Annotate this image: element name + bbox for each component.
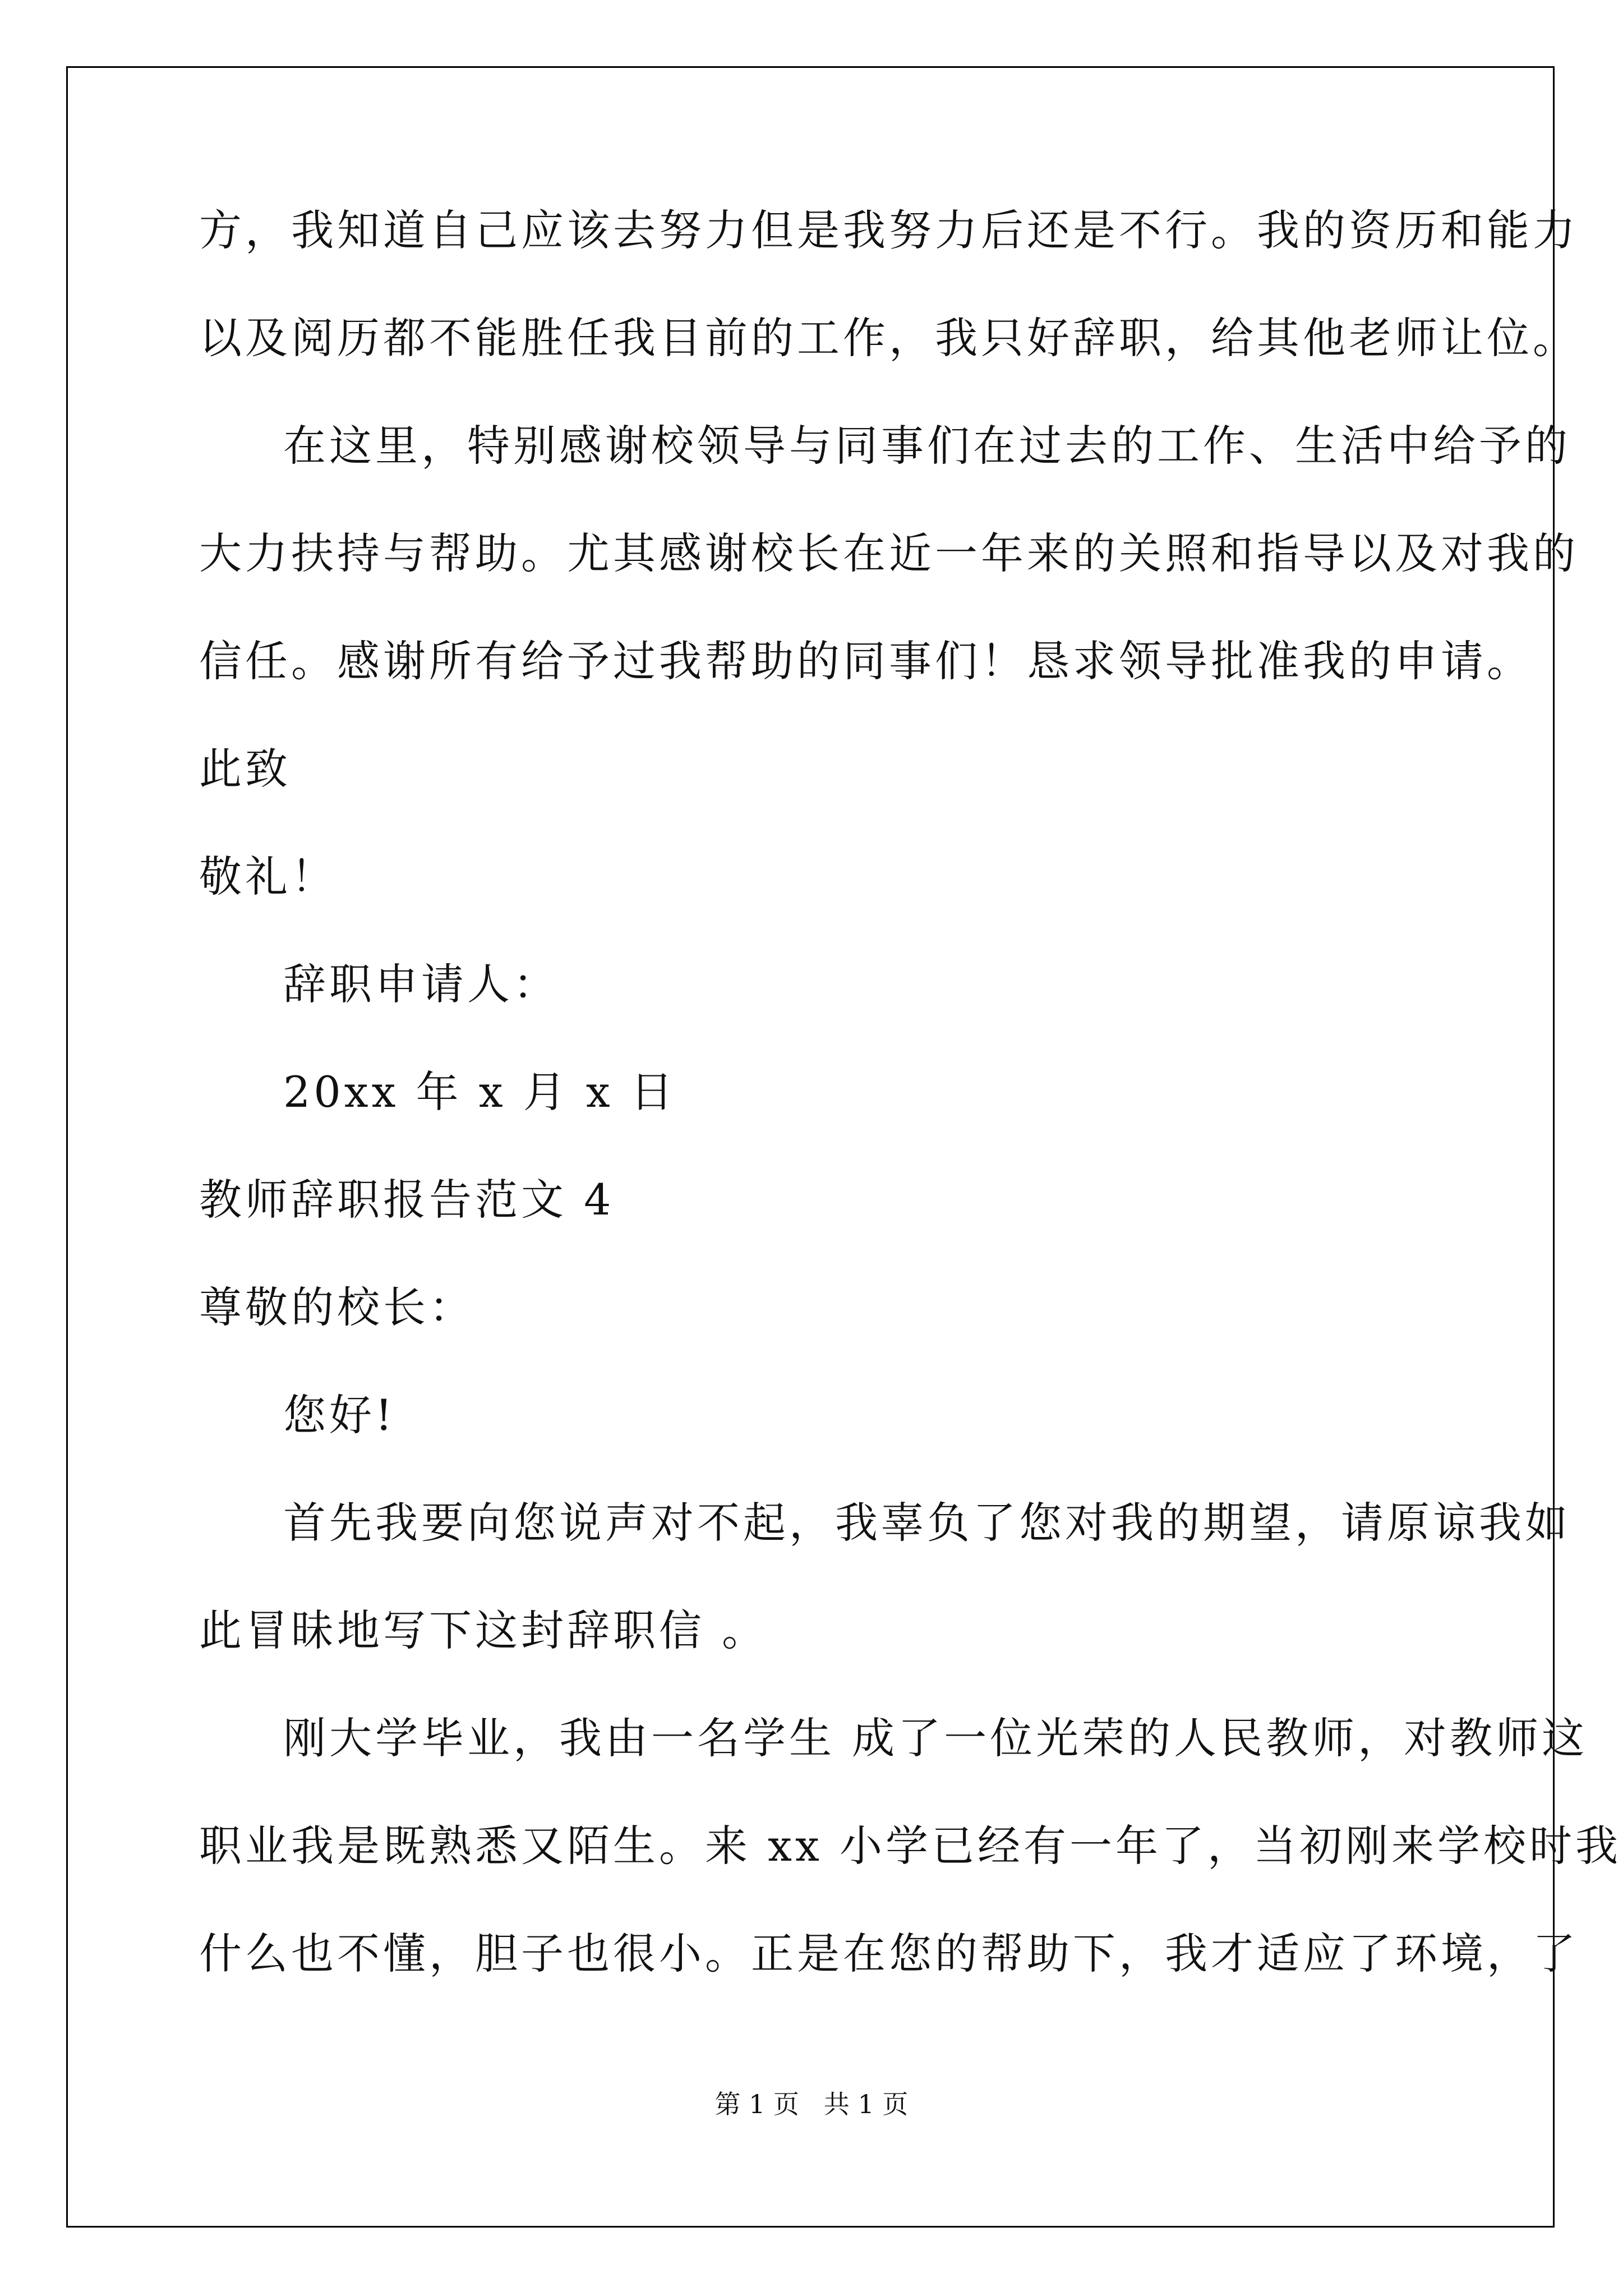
date-line: 20xx 年 x 月 x 日 — [283, 1067, 676, 1117]
text-line: 什么也不懂，胆子也很小。正是在您的帮助下，我才适应了环境，了 — [199, 1929, 1579, 1978]
text-line: 此冒昧地写下这封辞职信 。 — [199, 1605, 768, 1655]
signature-label: 辞职申请人： — [283, 959, 559, 1009]
text-line: 以及阅历都不能胜任我目前的工作，我只好辞职，给其他老师让位。 — [199, 313, 1579, 363]
text-line: 首先我要向您说声对不起，我辜负了您对我的期望，请原谅我如 — [283, 1498, 1571, 1548]
text-line: 信任。感谢所有给予过我帮助的同事们！恳求领导批准我的申请。 — [199, 636, 1533, 686]
text-line: 在这里，特别感谢校领导与同事们在过去的工作、生活中给予的 — [283, 421, 1571, 471]
document-body — [199, 203, 1622, 2034]
text-line: 大力扶持与帮助。尤其感谢校长在近一年来的关照和指导以及对我的 — [199, 528, 1579, 578]
greeting: 您好! — [283, 1390, 396, 1440]
closing-salutation: 此致 — [199, 744, 291, 794]
section-heading: 教师辞职报告范文 4 — [199, 1175, 615, 1225]
closing-regards: 敬礼！ — [199, 852, 337, 901]
page-footer: 第 1 页 共 1 页 — [714, 2089, 909, 2119]
text-line: 职业我是既熟悉又陌生。来 xx 小学已经有一年了，当初刚来学校时我 — [199, 1821, 1622, 1871]
greeting-recipient: 尊敬的校长： — [199, 1282, 475, 1332]
text-line: 刚大学毕业，我由一名学生 成了一位光荣的人民教师，对教师这 — [283, 1713, 1588, 1763]
text-line: 方，我知道自己应该去努力但是我努力后还是不行。我的资历和能力 — [199, 205, 1579, 255]
